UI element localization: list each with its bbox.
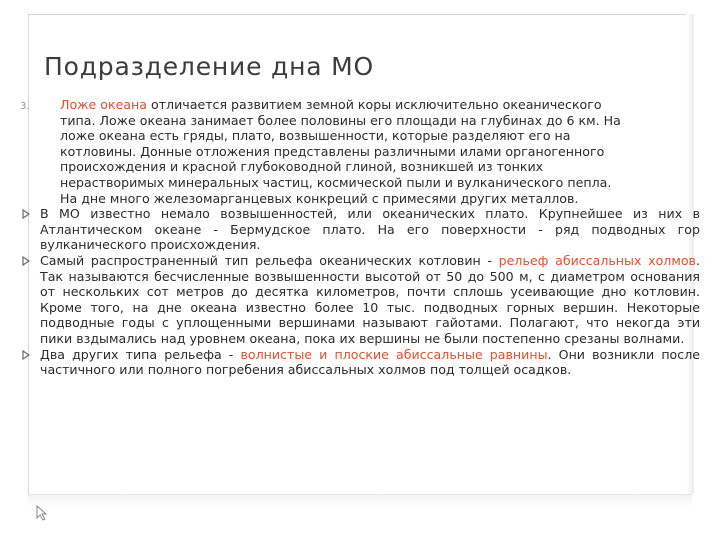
- text-segment: Самый распространенный тип рельефа океанических котловин -: [40, 252, 499, 268]
- list-number: 3.: [20, 101, 30, 112]
- text-line: На дне много железомарганцевых конкреций с примесями других металлов.: [60, 190, 579, 206]
- text-line: ложе океана есть гряды, плато, возвышенности, которые разделяют его на: [60, 128, 571, 144]
- text-line: типа. Ложе океана занимает более половины его площади на глубинах до 6 км. На: [60, 112, 621, 128]
- slide-body: [20, 97, 700, 378]
- text-line: происхождения и красной глубоководной глиной, возникшей из тонких: [60, 159, 544, 175]
- slide-title: Подразделение дна МО: [44, 52, 374, 81]
- text-line: нерастворимых минеральных частиц, космической пыли и вулканического пепла.: [60, 174, 612, 190]
- text-line: [60, 97, 700, 113]
- frame-left-rule: [28, 14, 29, 494]
- text-segment: . Так называются бесчисленные возвышенности высотой от 50 до 500 м, с диаметром основания от нескольких сот метров до десятка километров, почти сплошь усеивающие дно котловин. Кроме того, на дне океана известно более 10 тыс. подводных горных вершин. Некоторые подводные годы с уплощенными вершинами называют гайотами. Полагают, что некогда эти пики вздымались над уровнем океана, пока их вершины не были постепенно срезаны волнами.: [40, 252, 700, 346]
- text-line: котловины. Донные отложения представлены различными илами органогенного: [60, 143, 605, 159]
- paragraph-ocean-floor: [20, 97, 700, 206]
- cursor-arrow-icon: [35, 505, 49, 521]
- frame-bottom-shadow: [28, 494, 692, 509]
- text-segment: отличается развитием земной коры исключительно океанического: [147, 97, 602, 112]
- frame-top-rule: [28, 14, 692, 15]
- highlight-term: рельеф абиссальных холмов: [498, 252, 696, 268]
- text-segment: . Они возникли после частичного или полного погребения абиссальных холмов под толщей осадков.: [40, 346, 700, 378]
- text-segment: Два других типа рельефа -: [40, 346, 241, 362]
- paragraph-abyssal-plains: [40, 347, 700, 378]
- paragraph-plateaus: [40, 206, 700, 253]
- triangle-bullet-icon: [21, 350, 31, 360]
- highlight-term: Ложе океана: [60, 97, 148, 112]
- paragraph-abyssal-hills: [40, 253, 700, 347]
- highlight-term: волнистые и плоские абиссальные равнины: [240, 346, 548, 362]
- paragraph-text: В МО известно немало возвышенностей, или океанических плато. Крупнейшее из них в Атлантическом океане - Бермудское плато. На его поверхности - ряд подводных гор вулканического происхождения.: [40, 206, 700, 253]
- triangle-bullet-icon: [21, 209, 31, 219]
- triangle-bullet-icon: [21, 256, 31, 266]
